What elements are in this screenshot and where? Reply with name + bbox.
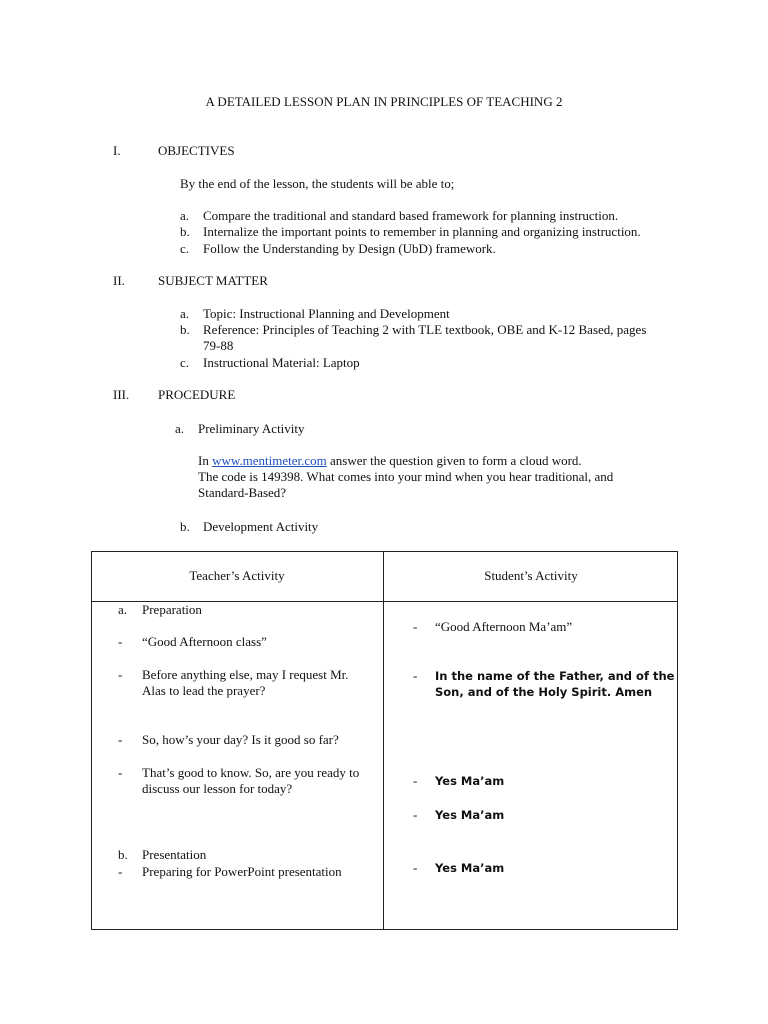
instruction-text: In <box>198 453 213 468</box>
preliminary-instruction <box>198 453 582 469</box>
dash-bullet: - <box>413 773 418 788</box>
teacher-line: That’s good to know. So, are you ready to <box>142 765 360 780</box>
student-line: In the name of the Father, and of the <box>435 669 675 683</box>
section-heading-subject-matter: SUBJECT MATTER <box>158 273 268 288</box>
student-line: Yes Ma’am <box>435 861 505 875</box>
instruction-text: answer the question given to form a cloud word. <box>326 453 582 468</box>
table-column-divider <box>383 551 384 930</box>
presentation-label: Presentation <box>142 847 207 862</box>
teacher-line: “Good Afternoon class” <box>142 634 267 649</box>
list-item: Compare the traditional and standard based framework for planning instruction. <box>203 208 619 223</box>
list-item-continuation: 79-88 <box>203 338 234 353</box>
dash-bullet: - <box>413 807 418 822</box>
list-letter: c. <box>180 241 190 256</box>
page-title: A DETAILED LESSON PLAN IN PRINCIPLES OF TEACHING 2 <box>205 94 563 109</box>
list-item: Follow the Understanding by Design (UbD) framework. <box>203 241 496 256</box>
dash-bullet: - <box>118 634 123 649</box>
teacher-line: Alas to lead the prayer? <box>142 683 266 698</box>
teacher-line: So, how’s your day? Is it good so far? <box>142 732 339 747</box>
mentimeter-link[interactable]: www.mentimeter.com <box>212 453 327 468</box>
student-line: Yes Ma’am <box>435 808 505 822</box>
teacher-line: Before anything else, may I request Mr. <box>142 667 349 682</box>
section-heading-procedure: PROCEDURE <box>158 387 236 402</box>
section-heading-objectives: OBJECTIVES <box>158 143 235 158</box>
dash-bullet: - <box>413 668 418 683</box>
dash-bullet: - <box>118 732 123 747</box>
dash-bullet: - <box>118 864 123 879</box>
student-line: “Good Afternoon Ma’am” <box>435 619 573 634</box>
list-letter: b. <box>180 322 190 337</box>
dash-bullet: - <box>413 619 418 634</box>
dash-bullet: - <box>118 667 123 682</box>
list-item: Reference: Principles of Teaching 2 with TLE textbook, OBE and K-12 Based, pages <box>203 322 647 337</box>
student-line: Son, and of the Holy Spirit. Amen <box>435 685 653 699</box>
list-letter: b. <box>180 224 190 239</box>
list-item: Internalize the important points to remember in planning and organizing instruction. <box>203 224 641 239</box>
preliminary-activity-label: Preliminary Activity <box>198 421 305 436</box>
list-letter: b. <box>118 847 128 862</box>
preliminary-instruction-line2: The code is 149398. What comes into your mind when you hear traditional, and <box>198 469 614 484</box>
list-letter: a. <box>180 306 190 321</box>
section-numeral: II. <box>113 273 125 288</box>
list-item: Topic: Instructional Planning and Development <box>203 306 450 321</box>
list-item: Instructional Material: Laptop <box>203 355 360 370</box>
teacher-line: Preparing for PowerPoint presentation <box>142 864 342 879</box>
list-letter: a. <box>180 208 190 223</box>
development-activity-label: Development Activity <box>203 519 319 534</box>
list-letter: b. <box>180 519 190 534</box>
teacher-activity-header: Teacher’s Activity <box>189 568 285 583</box>
student-line: Yes Ma’am <box>435 774 505 788</box>
section-numeral: I. <box>113 143 121 158</box>
dash-bullet: - <box>413 860 418 875</box>
teacher-line: discuss our lesson for today? <box>142 781 293 796</box>
section-numeral: III. <box>113 387 130 402</box>
preparation-label: Preparation <box>142 602 202 617</box>
preliminary-instruction-line3: Standard-Based? <box>198 485 287 500</box>
list-letter: a. <box>175 421 185 436</box>
list-letter: a. <box>118 602 128 617</box>
objectives-intro: By the end of the lesson, the students will be able to; <box>180 176 455 191</box>
student-activity-header: Student’s Activity <box>484 568 578 583</box>
dash-bullet: - <box>118 765 123 780</box>
list-letter: c. <box>180 355 190 370</box>
